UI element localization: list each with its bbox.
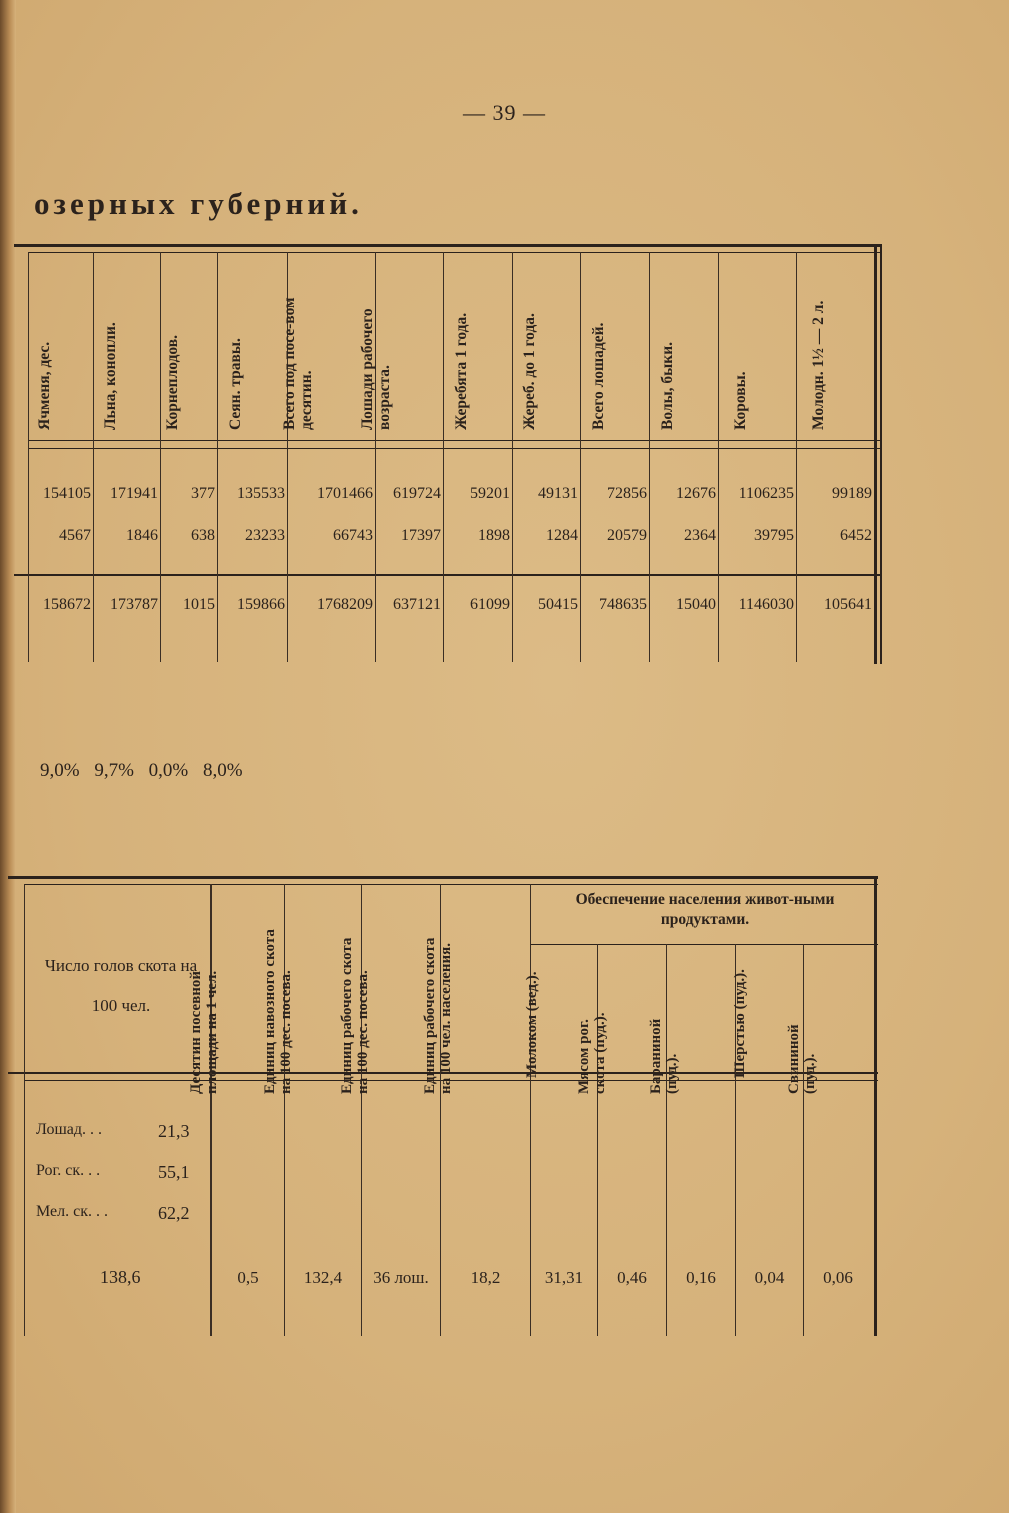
total-rule bbox=[14, 574, 880, 576]
cell: 4567 bbox=[59, 527, 91, 544]
cell: 1898 bbox=[478, 527, 510, 544]
header-milk: Молоком (вед.). bbox=[524, 971, 540, 1078]
cell: 72856 bbox=[607, 485, 647, 502]
header-cows: Коровы. bbox=[732, 371, 749, 430]
body-top-rule bbox=[28, 448, 880, 449]
livestock-value: 21,3 bbox=[158, 1121, 190, 1141]
total-cell: 15040 bbox=[676, 596, 716, 613]
header-barley: Ячменя, дес. bbox=[35, 341, 53, 430]
cell: 2364 bbox=[684, 527, 716, 544]
cell: 1284 bbox=[546, 527, 578, 544]
cell: 66743 bbox=[333, 527, 373, 544]
cell: 135533 bbox=[237, 485, 285, 502]
header-sown-per-capita: Десятин посевной площади на 1 чел. bbox=[188, 970, 220, 1094]
livestock-total: 138,6 bbox=[100, 1267, 141, 1287]
col-sep bbox=[24, 884, 25, 1336]
group-header-animal-products: Обеспечение населения живот-ными продуктами. bbox=[575, 891, 835, 928]
livestock-value: 55,1 bbox=[158, 1162, 190, 1182]
header-total-horses: Всего лошадей. bbox=[589, 322, 607, 430]
header-mutton: Бараниной (пуд.). bbox=[648, 1018, 680, 1094]
group-header-rule bbox=[530, 944, 878, 945]
value-sown-per-capita: 0,5 bbox=[237, 1268, 259, 1287]
value-milk: 31,31 bbox=[544, 1268, 584, 1287]
page-heading: озерных губерний. bbox=[34, 186, 363, 221]
total-cell: 158672 bbox=[43, 596, 91, 613]
header-total-sown: Всего под посе-вом десятин. bbox=[281, 297, 315, 430]
header-work-stock-pop: Единиц рабочего скота на 100 чел. населения. bbox=[422, 937, 454, 1094]
total-cell: 105641 bbox=[824, 596, 872, 613]
total-cell: 159866 bbox=[237, 596, 285, 613]
table-right-border bbox=[874, 244, 877, 664]
cell: 154105 bbox=[43, 485, 91, 502]
cell: 12676 bbox=[676, 485, 716, 502]
table-right-border-outer bbox=[880, 244, 882, 664]
total-cell: 1768209 bbox=[317, 596, 373, 613]
total-cell: 1146030 bbox=[738, 596, 794, 613]
total-cell: 1015 bbox=[183, 596, 215, 613]
cell: 377 bbox=[191, 485, 215, 502]
cell: 1701466 bbox=[317, 485, 373, 502]
total-cell: 50415 bbox=[538, 596, 578, 613]
livestock-label: Рог. ск. . . bbox=[36, 1162, 101, 1179]
header-manure-stock: Единиц навозного скота на 100 дес. посева. bbox=[262, 929, 294, 1094]
header-flax: Льна, конопли. bbox=[101, 322, 119, 430]
percent-line: 9,0% 9,7% 0,0% 8,0% bbox=[40, 760, 243, 781]
cell: 619724 bbox=[393, 485, 441, 502]
header-work-stock-sown: Единиц рабочего скота на 100 дес. посева. bbox=[339, 937, 371, 1094]
livestock-value: 62,2 bbox=[158, 1203, 190, 1223]
header-root-crops: Корнеплодов. bbox=[163, 334, 181, 430]
total-cell: 637121 bbox=[393, 596, 441, 613]
total-cell: 748635 bbox=[599, 596, 647, 613]
header-foals-1yr: Жеребята 1 года. bbox=[452, 312, 470, 430]
cell: 17397 bbox=[401, 527, 441, 544]
livestock-crops-table bbox=[14, 244, 880, 664]
total-cell: 61099 bbox=[470, 596, 510, 613]
livestock-per-capita-table bbox=[8, 876, 878, 1336]
cell: 49131 bbox=[538, 485, 578, 502]
cell: 99189 bbox=[832, 485, 872, 502]
header-head-count: Число голов скота на 100 чел. bbox=[44, 956, 198, 1015]
cell: 171941 bbox=[110, 485, 158, 502]
header-oxen: Волы, быки. bbox=[658, 341, 676, 430]
cell: 638 bbox=[191, 527, 215, 544]
cell: 23233 bbox=[245, 527, 285, 544]
header-work-horses: Лошади рабочего возраста. bbox=[359, 308, 393, 430]
value-pork: 0,06 bbox=[823, 1268, 853, 1287]
header-bottom-rule bbox=[28, 440, 880, 441]
cell: 1846 bbox=[126, 527, 158, 544]
cell: 39795 bbox=[754, 527, 794, 544]
header-foals-under-1yr: Жереб. до 1 года. bbox=[521, 313, 538, 430]
header-pork: Свининой (пуд.). bbox=[786, 1024, 818, 1094]
header-young-stock: Молодн. 1½ — 2 л. bbox=[810, 300, 827, 430]
header-wool: Шерстью (пуд.). bbox=[732, 969, 748, 1078]
total-cell: 173787 bbox=[110, 596, 158, 613]
table-top-rule-inner bbox=[24, 884, 878, 885]
cell: 1106235 bbox=[738, 485, 794, 502]
header-sown-grass: Сеян. травы. bbox=[227, 338, 244, 430]
cell: 20579 bbox=[607, 527, 647, 544]
value-beef: 0,46 bbox=[617, 1268, 647, 1287]
livestock-label: Мел. ск. . . bbox=[36, 1203, 108, 1220]
header-beef: Мясом рог. скота (пуд.). bbox=[576, 1012, 608, 1094]
page-number: — 39 — bbox=[463, 100, 546, 125]
value-work-stock-pop: 18,2 bbox=[470, 1268, 501, 1287]
cell: 59201 bbox=[470, 485, 510, 502]
table-top-rule bbox=[8, 876, 878, 879]
livestock-label: Лошад. . . bbox=[36, 1121, 103, 1138]
table-right-border bbox=[874, 876, 877, 1336]
value-mutton: 0,16 bbox=[686, 1268, 716, 1287]
value-work-stock-sown: 36 лош. bbox=[373, 1268, 429, 1287]
value-wool: 0,04 bbox=[754, 1268, 785, 1287]
value-manure-stock: 132,4 bbox=[303, 1268, 343, 1287]
cell: 6452 bbox=[840, 527, 872, 544]
